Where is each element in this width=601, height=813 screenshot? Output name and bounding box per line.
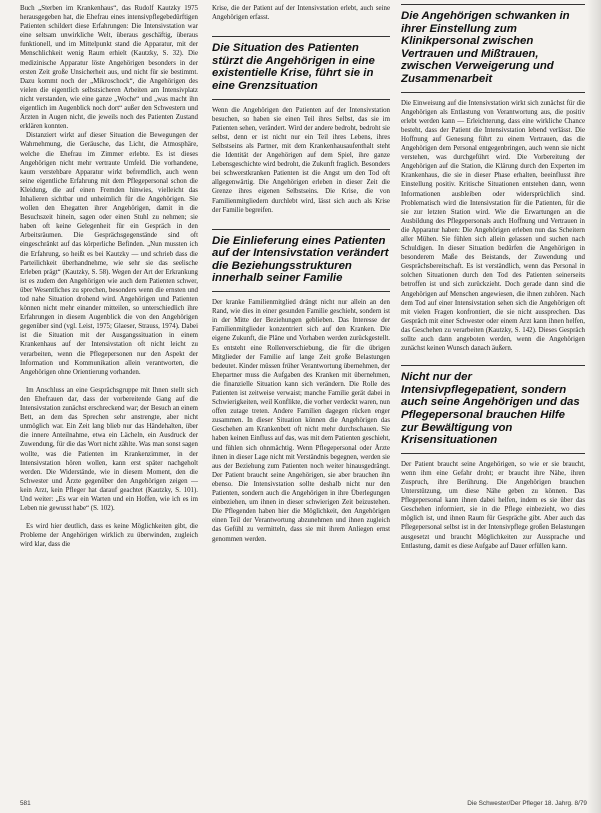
- column-right: [401, 4, 585, 551]
- body-paragraph: Krise, die der Patient auf der Intensivstation erlebt, auch seine Angehörigen erfasst.: [212, 5, 390, 22]
- page-edge-shadow: [587, 0, 601, 813]
- column-left: [20, 4, 198, 549]
- body-paragraph: Buch „Sterben im Krankenhaus“, das Rudolf Kautzky 1975 herausgegeben hat, die Ehefrau eines intensivpflegebedürftigen Patienten schildert diese Erfahrungen: Die Intensivstation war eine seltsam unwirkliche Welt, überaus geschäftig, überaus funktionell, und im Mittelpunkt stand die Apparatur, mit der Menschlichkeit wenig Raum erhielt (Kautzky, S. 32). Die medizinische Apparatur löste Angehörigen besonders in der ersten Zeit große Unsicherheit aus, und nicht für sie bestimmt. Dazu kommt noch der „Mikroschock“, die Angehörigen des vielen die eigentlich selbstsicheren Arbeiten am Intensivplatz nicht verstanden, wie eine ganze „Woche“ und „was macht ihn eigentlich im Augenblick noch dort“ außer den Schwestern und Ärzten in Augen nicht, die jeweils noch des Patienten Zustand erklären konnten.: [20, 5, 198, 131]
- body-paragraph: Wenn die Angehörigen den Patienten auf der Intensivstation besuchen, so haben sie einen Teil ihres Selbst, das sie im Patienten sehen, verändert. Wird der andere bedroht, bedroht sie selbst, denn er ist nicht nur ein Teil ihres Lebens, ihres Selbstseins als Partner, mit dem Krankenhausaufenthalt steht die Identität der Angehörigen auf dem Spiel, ihre ganze Lebensgeschichte wird bedroht, die Zukunft fraglich. Besonders bei schwerstkranken Patienten ist die Angst um den Tod oft allgegenwärtig. Die Angehörigen erleben in dieser Zeit die Grenze ihres eigenen Selbstseins. Die Krise, die von Familienmitgliedern durchlebt wird, lässt sich auch als Krise der Familie begreifen.: [212, 106, 390, 214]
- journal-footer: Die Schwester/Der Pfleger 18. Jahrg. 8/79: [467, 800, 587, 807]
- section-headline: Die Situation des Patienten stürzt die Angehörigen in eine existentielle Krise, führt sie in eine Grenzsituation: [212, 42, 375, 92]
- body-paragraph: Der Patient braucht seine Angehörigen, so wie er sie braucht, wenn ihm eine Gefahr droht; er braucht ihre Nähe, ihren Zuspruch, ihre Berührung. Die Angehörigen brauchen Unterstützung, um diese Nähe geben zu können. Das Pflegepersonal kann ihnen dabei helfen, indem es sie über das Geschehen informiert, sie in die Pflege einbezieht, wo dies möglich ist, und ihnen Raum für Gespräche gibt. Aber auch das Pflegepersonal selbst ist in der Intensivpflege großen Belastungen ausgesetzt und braucht Möglichkeiten zur Aussprache und Entlastung, damit es diese Aufgabe auf Dauer erfüllen kann.: [401, 460, 585, 550]
- section-headline: Nicht nur der Intensivpflegepatient, sondern auch seine Angehörigen und das Pflegepersonal brauchen Hilfe zur Bewältigung von Krisensituationen: [401, 371, 580, 447]
- column-middle: [212, 4, 390, 544]
- section-headline: Die Einlieferung eines Patienten auf der Intensivstation verändert die Beziehungsstrukturen innerhalb seiner Familie: [212, 234, 389, 285]
- page-number: 581: [20, 800, 31, 807]
- body-paragraph: Der kranke Familienmitglied drängt nicht nur allein an den Rand, wie dies in einer gesunden Familie geschieht, sondern ist in der Mitte der Beziehungen geblieben. Das Interesse der Familienmitglieder konzentriert sich auf den Kranken. Die eigene Zukunft, die Pläne und Vorhaben werden zurückgestellt. Es entsteht eine Rollenverschiebung, die für die übrigen Mitglieder der Familie auf lange Zeit große Belastungen bedeutet. Kinder müssen früher Verantwortung übernehmen, der Ehepartner muss die Aufgaben des Kranken mit übernehmen, die finanzielle Situation kann sich verändern. Die Rolle des Patienten ist zeitweise verwaist; manche Familie gerät dabei in Schwierigkeiten, weil Konflikte, die vorher verdeckt waren, nun offen zutage treten. Andere Familien dagegen rücken enger zusammen. In dieser Situation können die Angehörigen das Geschehen am Krankenbett oft nicht mehr durchschauen. Sie haben keinen Einfluss auf das, was mit dem Patienten geschieht, und fühlen sich ohnmächtig. Wenn Pflegepersonal oder Ärzte ihnen in dieser Lage nicht mit Verständnis begegnen, werden sie aus der Beziehung zum Patienten noch weiter hinausgedrängt. Der Patient braucht seine Angehörigen, sie aber brauchen ihn ebenso. Die Intensivstation sollte deshalb nicht nur den Patienten, sondern auch die Angehörigen in ihre Überlegungen einbeziehen, um ihnen in dieser schwierigen Zeit beizustehen. Die Pflegenden haben hier die Möglichkeit, den Angehörigen einen Teil der Verantwortung abzunehmen und ihnen zugleich das Gefühl zu vermitteln, dass sie mit ihrem Anliegen ernst genommen werden.: [212, 299, 390, 543]
- body-paragraph: Es wird hier deutlich, dass es keine Möglichkeiten gibt, die Probleme der Angehörigen wirklich zu überwinden, zugleich wird klar, dass die: [20, 523, 198, 549]
- section-headline: Die Angehörigen schwanken in ihrer Einstellung zum Klinikpersonal zwischen Vertrauen und Mißtrauen, zwischen Verweigerung und Zusammenarbeit: [401, 10, 570, 85]
- body-paragraph: Distanziert wirkt auf dieser Situation die Bewegungen der Wahrnehmung, die Geräusche, das Licht, die Atmosphäre, welche die Ehefrau im Zimmer erlebte. Es ist dieses Angehörigen nicht mehr vertraute Umfeld. Die vorhandene, kaum verstehbare Apparatur wirkt befremdlich, auch wenn seine eigentliche Erfahrung mit dem Pflegepersonal schon die Kleidung, die auf einen Fremden hinwies, vielleicht das Inhalieren sichtbar und unheimlich für die Angehörigen. Sie wollen den Ehegatten ihrer Angehörigen, damit in die Besuchszeit hinein, sagen oder einen Stuhl zu nehmen; sie haben oft keine Gelegenheit für ein Gespräch in den Arbeitsräumen. Die Gesprächsgegenstände sind oft eingeschränkt auf das körperliche Befinden. „Nun mussten ich die Erfahrung, so heißt es bei Kautzky — und schrieb dass die Parteilichkeit überhandnehme, wie sehr sie das seelische Erleben prägt“ (Kautzky, S. 58). Wegen der Art der Erkrankung ist es zudem den Angehörigen wie auch dem Patienten schwer, über Wesentliches zu sprechen, besonders wenn die ernsten und tod nahe Situation drohend wird. Angehörigen und Patienten können nicht mehr einander mitteilen, so unterschiedlich ihre Erfahrungen in diesem Augenblick die von den Angehörigen gegenüber sind (vgl. Leist, 1975; Glaeser, Strauss, 1974). Dabei ist die Situation mit der Ausgangssituation in einem Krankenhaus auf der Intensivstation oft nicht leicht zu verarbeiten, wenn die Pflegepersonen nur den Aspekt der Information und Kommunikation allein verantworten, die Angehörigen ohne Orientierung vorhanden.: [20, 132, 198, 376]
- body-paragraph: Im Anschluss an eine Gesprächsgruppe mit Ihnen stellt sich den Ehefrauen dar, dass der vorbereitende Gang auf die Intensivstation zunächst erschreckend war; der Besuch an einem Bett, an dem das Sprechen sehr anstrengte, aber nicht unmöglich war. Ein Zeit lang blieb nur das Händehalten, über die innere Anteilnahme, etwa ein Lächeln, ein Ausdruck der Zuwendung, für die das Wort nicht zählte. Was man sonst sagen wollte, was die Patienten im Krankenzimmer, in der Intensivstation hören wollen, kann erst später nachgeholt werden. Die Widerstände, wie in diesem Moment, den die Schwester und Ärzte gegenüber den Angehörigen zeigen — kein Arzt, kein Pfleger hat darauf geachtet (Kautzky, S. 101). Und weiter: „Es war ein Warten und ein Hoffen, wie ich es im Leben nie gewusst habe“ (S. 102).: [20, 386, 198, 513]
- body-paragraph: Die Einweisung auf die Intensivstation wirkt sich zunächst für die Angehörigen als Entlastung von Verantwortung aus, die positiv erlebt werden kann — Erleichterung, dass eine wirkliche Chance besteht, dass der Patient die Intensivstation lebend verlässt. Die Hoffnung auf Genesung führt zu einem Vertrauen, das die Angehörigen dem Personal entgegenbringen, auch wenn sie nicht verstehen, was durchgeführt wird. Die Vorbereitung der Angehörigen auf die Station, die Klärung durch den Experten im Krankenhaus, die sie in dieser Phase erhalten, beeinflusst ihre Einstellung positiv. Kritische Situationen entstehen dann, wenn Informationen ausbleiben oder widersprüchlich sind. Problematisch wird die Intensivstation für die Patienten, für die sie zur letzten Station wird. Wie die Erwartungen an die Ausbildung des Pflegepersonals auch Hoffnung und Vertrauen in die Apparatur haben: Die Angehörigen erleben nun das Scheitern aller Mühen. Sie fühlen sich allein gelassen und suchen nach Schuldigen. In dieser Situation bedürfen die Angehörigen in besonderem Maße des Beistands, der Zuwendung und Gesprächsbereitschaft. Es ist verständlich, wenn das Personal in solchen Situationen durch den Tod des Patienten seinerseits betroffen ist und sich zurückzieht. Doch gerade dann sind die Angehörigen auf Menschen angewiesen, die ihnen zuhören. Nach dem Tod auf einer Intensivstation sehen sich die Angehörigen oft mit vielen Fragen konfrontiert, die sie nicht aussprechen. Das Gespräch mit einer Schwester oder einem Arzt kann ihnen helfen, das Geschehen zu verarbeiten (Kautzky, S. 142). Dieses Gespräch sollte auch dann angeboten werden, wenn die Angehörigen zunächst keinen Wunsch danach äußern.: [401, 99, 585, 353]
